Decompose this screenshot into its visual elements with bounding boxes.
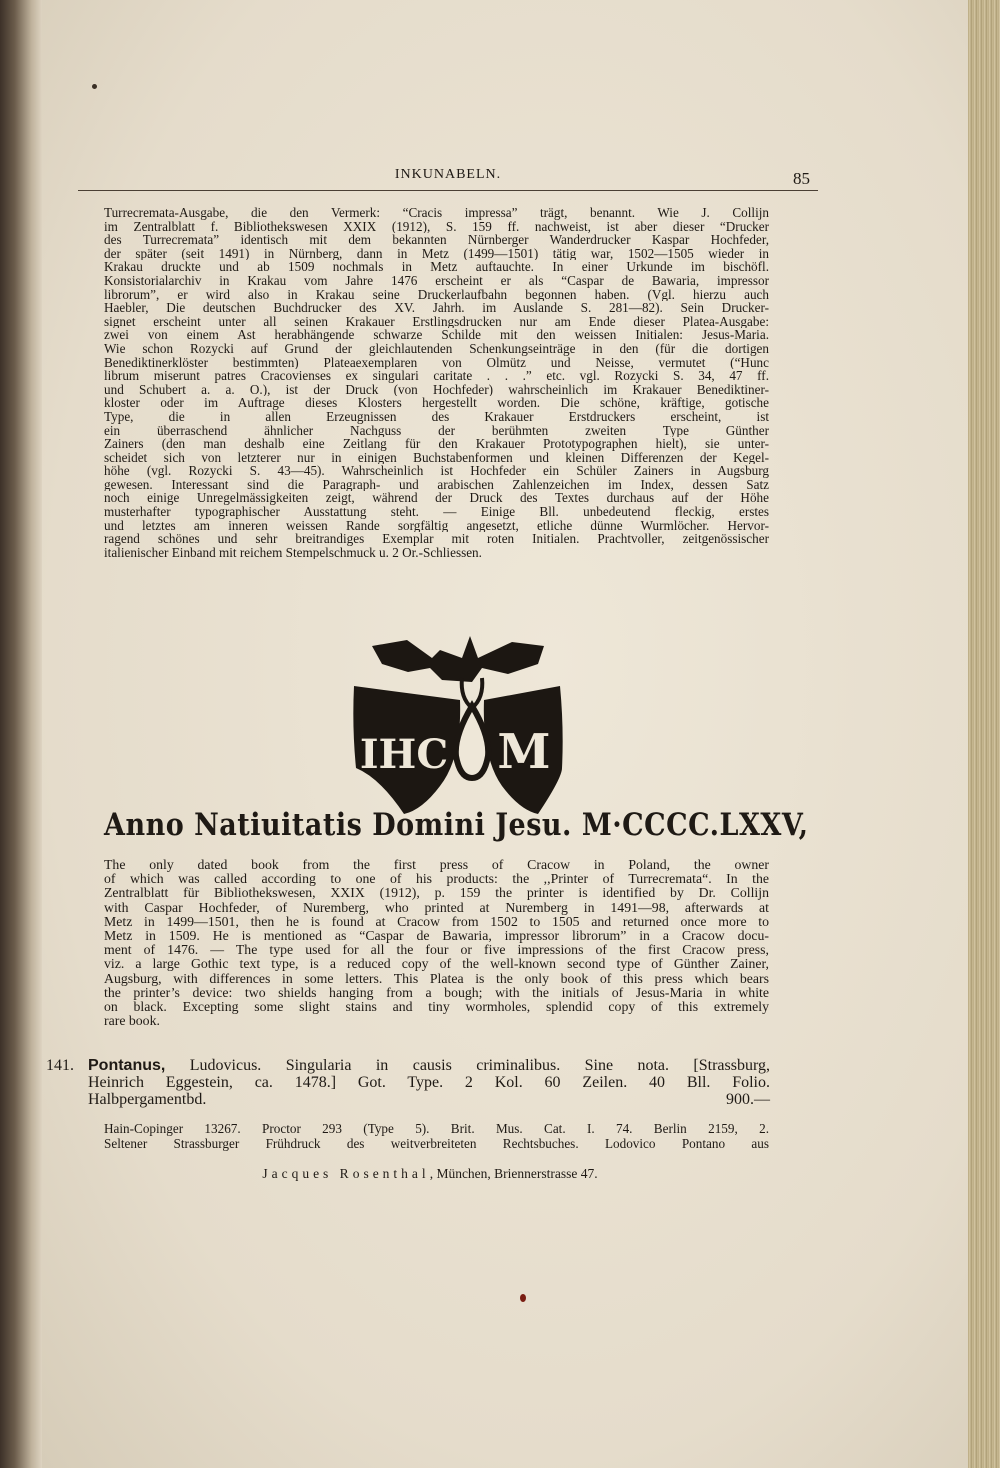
text-line: Krakau druckte und ab 1509 nochmals in Metz auftauchte. In einer Urkunde im bischöfl. (104, 260, 769, 274)
text-line: Wie schon Rozycki auf Grund der gleichlautenden Schenkungseinträge in den (für die dortigen (104, 341, 769, 356)
colophon-line: Anno Natiuitatis Domini Jesu. M·CCCC.LXXV, (104, 807, 809, 844)
publisher-address: , München, Briennerstrasse 47. (429, 1166, 598, 1181)
left-shield-initials: IHC (359, 731, 449, 778)
text-line: der später (seit 1491) in Nürnberg, dann in Metz (1499—1501) tätig war, 1502—1505 wieder in (104, 246, 769, 261)
text-line: ment of 1476. — The type used for all the four or five impressions of the first Cracow press, (104, 943, 769, 958)
red-speck-mark (520, 1294, 526, 1302)
text-line: Type, die in allen Erzeugnissen des Krakauer Erstdruckers erscheint, ist (104, 409, 769, 424)
text-line: Zainers (den man deshalb eine Zeitlang für den Krakauer Prototypographen hielt), sie unter- (104, 437, 769, 451)
text-line: ragend schönes und sehr breitrandiges Exemplar mit roten Initialen. Prachtvoller, zeitgenössischer (104, 532, 769, 546)
book-spine-shadow (0, 0, 42, 1468)
text-line: Konsistorialarchiv in Krakau vom Jahre 1476 erscheint er als “Caspar de Bawaria, impressor (104, 273, 769, 288)
text-line: signet erscheint unter all seinen Krakauer Erstlingsdrucken nur am Ende dieser Platea-Ausgabe: (104, 314, 769, 329)
text-line: gewesen. Interessant sind die Paragraph- und arabischen Zahlenzeichen im Index, dessen Satz (104, 477, 769, 492)
entry-line: Heinrich Eggestein, ca. 1478.] Got. Type. 2 Kol. 60 Zeilen. 40 Bll. Folio. (88, 1074, 770, 1091)
publisher-name: Jacques Rosenthal (262, 1166, 430, 1181)
entry-description (88, 1057, 770, 1108)
page-edges (968, 0, 1000, 1468)
text-line: im Zentralblatt f. Bibliothekswesen XXIX (1912), S. 159 ff. nachweist, ist aber dieser “Drucker (104, 219, 769, 234)
text-line: musterhafter typographischer Ausstattung steht. — Einige Bll. unbedeutend fleckig, erstes (104, 505, 769, 519)
text-line: und Schubert a. a. O.), ist der Druck (von Hochfeder) wahrscheinlich im Krakauer Benediktiner- (104, 382, 769, 397)
text-line: Metz in 1499—1501, then he is found at Cracow from 1502 to 1505 and returned once more to (104, 914, 769, 929)
text-line: the printer’s device: two shields hanging from a bough; with the initials of Jesus-Maria in white (104, 985, 769, 1000)
text-line: höhe (vgl. Rozycki S. 43—45). Wahrscheinlich ist Hochfeder ein Schüler Zainers in Augsburg (104, 464, 769, 478)
running-title: INKUNABELN. (394, 167, 502, 182)
entry-title: Ludovicus. Singularia in causis criminalibus. Sine nota. [Strassburg, (165, 1057, 770, 1074)
text-line: scheidet sich von letzterer nur in einigen Buchstabenformen und kleinen Differenzen der Kegel- (104, 450, 769, 465)
right-shield-initials: M (497, 724, 551, 780)
english-description (104, 858, 769, 1028)
text-line: Zentralblatt für Bibliothekswesen, XXIX (1912), p. 159 the printer is identified by Dr. Collijn (104, 886, 769, 901)
note-line: Seltener Strassburger Frühdruck des weitverbreiteten Rechtsbuches. Lodovico Pontano aus (104, 1136, 769, 1151)
text-line: on black. Excepting some slight stains and tiny wormholes, splendid copy of this extremely (104, 1000, 769, 1015)
text-line: ein überraschend ähnlicher Nachguss der berühmten zweiten Type Günther (104, 423, 769, 438)
bough-shape (372, 636, 544, 682)
speck-mark (92, 84, 97, 89)
text-line: rare book. (104, 1014, 160, 1029)
entry-line (88, 1057, 770, 1074)
header-rule (78, 190, 818, 191)
running-header (78, 163, 818, 191)
german-description (104, 206, 769, 559)
entry-line: Halbpergamentbd. (88, 1091, 207, 1108)
text-line: librorum”, er wird also in Krakau seine Druckerlaufbahn begonnen haben. (Vgl. hierzu auch (104, 287, 769, 302)
text-line: und letztes am inneren weissen Rande sorgfältig angesetzt, etliche dünne Wurmlöcher. Hervor- (104, 518, 769, 533)
entry-note (104, 1121, 769, 1151)
text-line: Turrecremata-Ausgabe, die den Vermerk: “Cracis impressa” trägt, benannt. Wie J. Collijn (104, 206, 769, 220)
text-line: of which was called according to one of his products: the ,,Printer of Turrecremata“. In the (104, 872, 769, 887)
text-line: kloster oder im Auftrage dieses Klosters hergestellt worden. Die schöne, kräftige, gotische (104, 396, 769, 410)
text-line: Metz in 1509. He is mentioned as “Caspar de Bawaria, impressor librorum” in a Cracow docu- (104, 929, 769, 944)
note-line: Hain-Copinger 13267. Proctor 293 (Type 5). Brit. Mus. Cat. I. 74. Berlin 2159, 2. (104, 1121, 769, 1136)
text-line: noch einige Unregelmässigkeiten zeigt, während der Druck des Textes durchaus auf der Höhe (104, 491, 769, 506)
text-line: librum miserunt patres Cracovienses ex singulari caritate . . .” etc. vgl. Rozycki S. 34, 47 ff. (104, 369, 769, 383)
page-number: 85 (793, 169, 810, 188)
text-line: italienischer Einband mit reichem Stempelschmuck u. 2 Or.-Schliessen. (104, 545, 482, 560)
text-line: viz. a large Gothic text type, is a reduced copy of the well-known second type of Günther Zainer, (104, 957, 769, 972)
text-line: The only dated book from the first press of Cracow in Poland, the owner (104, 858, 769, 872)
text-line: Benediktinerklöster bestimmten) Plateaexemplaren von Olmütz und Neisse, vermutet (“Hunc (104, 355, 769, 370)
entry-author: Pontanus, (88, 1057, 166, 1074)
text-line: des Turrecremata” identisch mit dem bekannten Nürnberger Wanderdrucker Kaspar Hochfeder, (104, 233, 769, 247)
text-line: with Caspar Hochfeder, of Nuremberg, who printed at Nuremberg in 1491—98, afterwards at (104, 900, 769, 915)
center-drop (456, 706, 488, 778)
publisher-footer (90, 1166, 770, 1182)
entry-number: 141. (46, 1057, 74, 1074)
text-line: zwei von einem Ast herabhängende schwarze Schilde mit den weissen Initialen: Jesus-Maria. (104, 328, 769, 342)
printers-device-woodcut (312, 628, 602, 823)
entry-price: 900.— (726, 1091, 770, 1108)
text-line: Augsburg, with differences in some letters. This Platea is the only book of this press which bears (104, 971, 769, 986)
text-line: Haebler, Die deutschen Buchdrucker des XV. Jahrh. im Auslande S. 281—82). Sein Drucker- (104, 301, 769, 315)
